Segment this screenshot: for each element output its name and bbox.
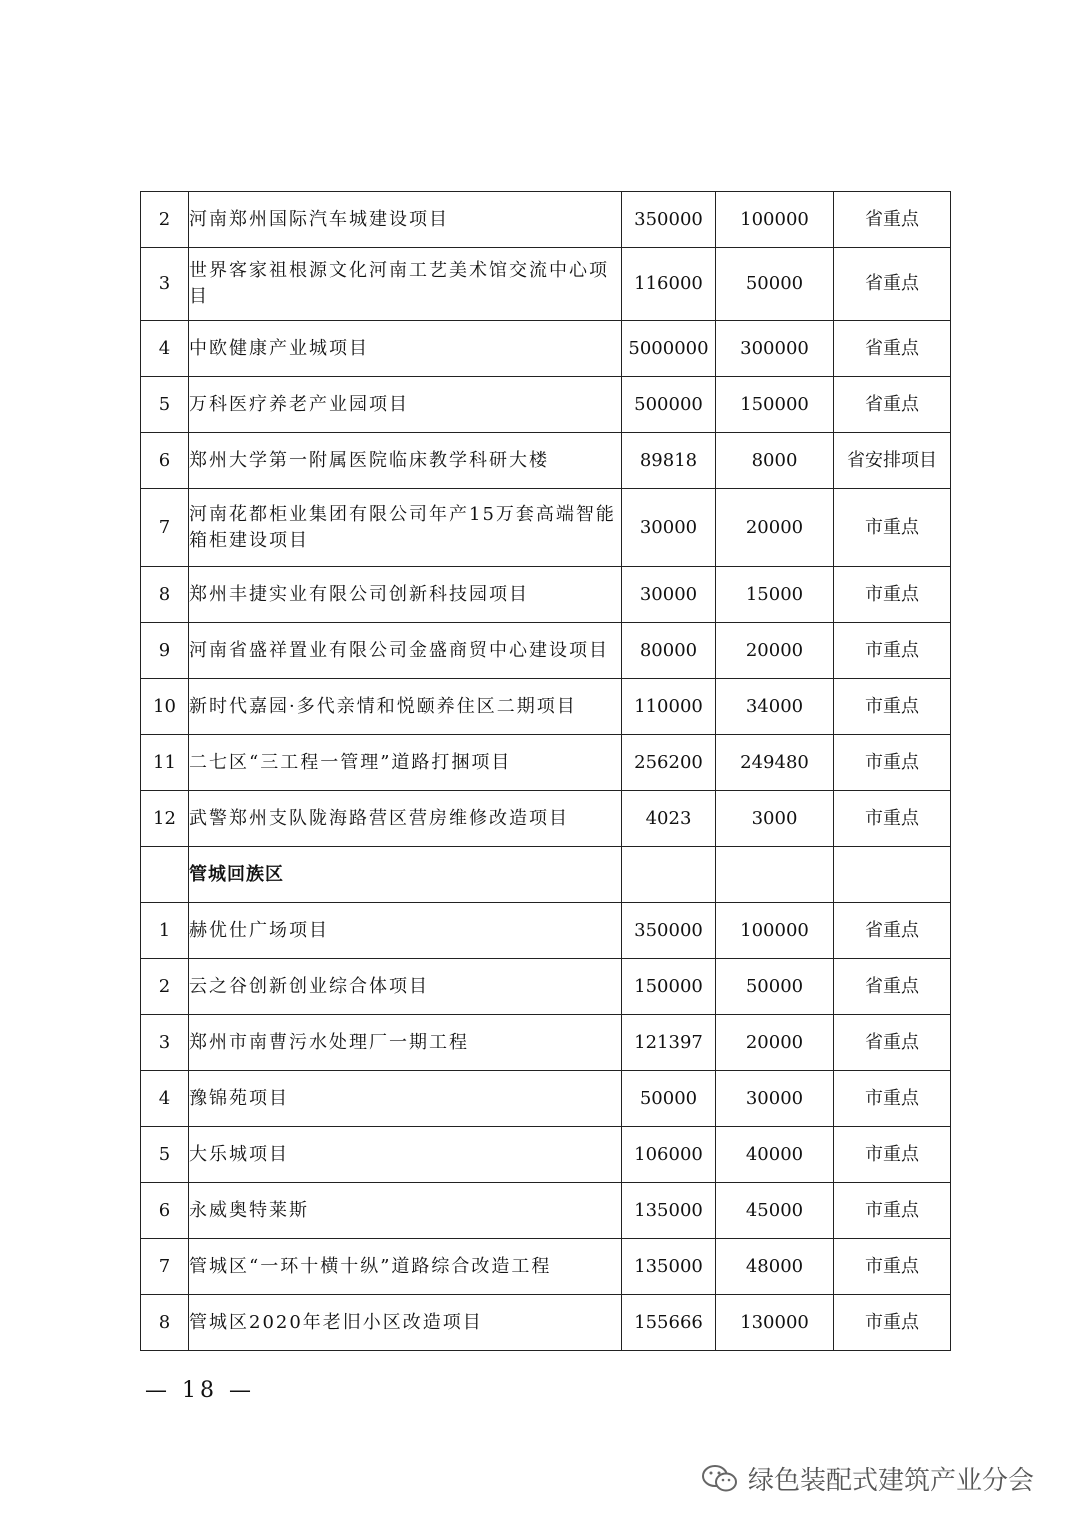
project-category: 市重点 [834, 679, 951, 735]
page-number: — 18 — [145, 1378, 255, 1403]
row-number: 6 [141, 433, 189, 489]
row-number: 8 [141, 567, 189, 623]
project-category: 市重点 [834, 1183, 951, 1239]
project-category: 市重点 [834, 1071, 951, 1127]
total-investment: 256200 [622, 735, 716, 791]
watermark [700, 1460, 1034, 1497]
total-investment: 30000 [622, 489, 716, 567]
annual-investment: 130000 [716, 1295, 834, 1351]
total-investment: 110000 [622, 679, 716, 735]
table-row [141, 248, 951, 321]
table-row [141, 377, 951, 433]
project-name: 管城区2020年老旧小区改造项目 [189, 1295, 622, 1351]
total-investment: 135000 [622, 1183, 716, 1239]
table-row [141, 903, 951, 959]
total-investment: 121397 [622, 1015, 716, 1071]
row-number: 1 [141, 903, 189, 959]
project-name: 郑州市南曹污水处理厂一期工程 [189, 1015, 622, 1071]
project-category: 省重点 [834, 1015, 951, 1071]
row-number: 8 [141, 1295, 189, 1351]
annual-investment: 20000 [716, 623, 834, 679]
project-table [140, 191, 951, 1351]
annual-investment: 20000 [716, 489, 834, 567]
total-investment: 350000 [622, 192, 716, 248]
table-row [141, 489, 951, 567]
annual-investment: 3000 [716, 791, 834, 847]
annual-investment: 34000 [716, 679, 834, 735]
row-number: 5 [141, 377, 189, 433]
table-row [141, 433, 951, 489]
project-name: 永威奥特莱斯 [189, 1183, 622, 1239]
total-investment: 4023 [622, 791, 716, 847]
total-investment: 5000000 [622, 321, 716, 377]
project-category: 省重点 [834, 903, 951, 959]
table-row [141, 623, 951, 679]
project-category: 市重点 [834, 489, 951, 567]
project-category: 市重点 [834, 735, 951, 791]
total-investment: 30000 [622, 567, 716, 623]
row-number: 7 [141, 489, 189, 567]
row-number: 5 [141, 1127, 189, 1183]
project-name: 赫优仕广场项目 [189, 903, 622, 959]
project-category: 省安排项目 [834, 433, 951, 489]
annual-investment: 100000 [716, 192, 834, 248]
project-name: 豫锦苑项目 [189, 1071, 622, 1127]
row-number: 2 [141, 959, 189, 1015]
row-number: 6 [141, 1183, 189, 1239]
project-category: 省重点 [834, 192, 951, 248]
project-category: 省重点 [834, 321, 951, 377]
total-investment: 150000 [622, 959, 716, 1015]
table-row [141, 1015, 951, 1071]
table-row [141, 791, 951, 847]
total-investment: 80000 [622, 623, 716, 679]
row-number: 10 [141, 679, 189, 735]
annual-investment: 30000 [716, 1071, 834, 1127]
total-investment [622, 847, 716, 903]
project-name: 武警郑州支队陇海路营区营房维修改造项目 [189, 791, 622, 847]
project-category: 市重点 [834, 623, 951, 679]
total-investment: 155666 [622, 1295, 716, 1351]
row-number [141, 847, 189, 903]
project-category: 省重点 [834, 959, 951, 1015]
section-row [141, 847, 951, 903]
row-number: 9 [141, 623, 189, 679]
project-name: 郑州大学第一附属医院临床教学科研大楼 [189, 433, 622, 489]
row-number: 4 [141, 321, 189, 377]
total-investment: 350000 [622, 903, 716, 959]
table-row [141, 1071, 951, 1127]
table-row [141, 321, 951, 377]
total-investment: 50000 [622, 1071, 716, 1127]
total-investment: 135000 [622, 1239, 716, 1295]
total-investment: 89818 [622, 433, 716, 489]
project-name: 万科医疗养老产业园项目 [189, 377, 622, 433]
project-name: 世界客家祖根源文化河南工艺美术馆交流中心项目 [189, 248, 622, 321]
project-name: 管城区“一环十横十纵”道路综合改造工程 [189, 1239, 622, 1295]
project-name: 河南郑州国际汽车城建设项目 [189, 192, 622, 248]
project-category [834, 847, 951, 903]
annual-investment: 20000 [716, 1015, 834, 1071]
project-category: 省重点 [834, 248, 951, 321]
annual-investment: 50000 [716, 248, 834, 321]
project-name: 大乐城项目 [189, 1127, 622, 1183]
annual-investment: 8000 [716, 433, 834, 489]
watermark-text: 绿色装配式建筑产业分会 [748, 1466, 1035, 1496]
annual-investment: 100000 [716, 903, 834, 959]
table-row [141, 567, 951, 623]
table-row [141, 192, 951, 248]
row-number: 3 [141, 248, 189, 321]
annual-investment [716, 847, 834, 903]
annual-investment: 150000 [716, 377, 834, 433]
table-row [141, 679, 951, 735]
project-category: 市重点 [834, 567, 951, 623]
annual-investment: 50000 [716, 959, 834, 1015]
project-name: 云之谷创新创业综合体项目 [189, 959, 622, 1015]
total-investment: 116000 [622, 248, 716, 321]
annual-investment: 48000 [716, 1239, 834, 1295]
annual-investment: 45000 [716, 1183, 834, 1239]
table-row [141, 735, 951, 791]
project-name: 中欧健康产业城项目 [189, 321, 622, 377]
table-row [141, 959, 951, 1015]
project-name: 郑州丰捷实业有限公司创新科技园项目 [189, 567, 622, 623]
row-number: 11 [141, 735, 189, 791]
project-category: 市重点 [834, 1295, 951, 1351]
project-name: 河南省盛祥置业有限公司金盛商贸中心建设项目 [189, 623, 622, 679]
table-row [141, 1183, 951, 1239]
project-table-body [141, 192, 951, 1351]
project-name: 二七区“三工程一管理”道路打捆项目 [189, 735, 622, 791]
project-name: 河南花都柜业集团有限公司年产15万套高端智能箱柜建设项目 [189, 489, 622, 567]
annual-investment: 300000 [716, 321, 834, 377]
project-category: 市重点 [834, 791, 951, 847]
project-category: 市重点 [834, 1127, 951, 1183]
total-investment: 106000 [622, 1127, 716, 1183]
table-row [141, 1239, 951, 1295]
row-number: 12 [141, 791, 189, 847]
annual-investment: 40000 [716, 1127, 834, 1183]
row-number: 3 [141, 1015, 189, 1071]
project-category: 省重点 [834, 377, 951, 433]
wechat-icon [700, 1463, 740, 1495]
project-name: 新时代嘉园·多代亲情和悦颐养住区二期项目 [189, 679, 622, 735]
table-row [141, 1127, 951, 1183]
row-number: 2 [141, 192, 189, 248]
section-title: 管城回族区 [189, 847, 622, 903]
row-number: 7 [141, 1239, 189, 1295]
annual-investment: 249480 [716, 735, 834, 791]
row-number: 4 [141, 1071, 189, 1127]
total-investment: 500000 [622, 377, 716, 433]
table-row [141, 1295, 951, 1351]
annual-investment: 15000 [716, 567, 834, 623]
project-category: 市重点 [834, 1239, 951, 1295]
